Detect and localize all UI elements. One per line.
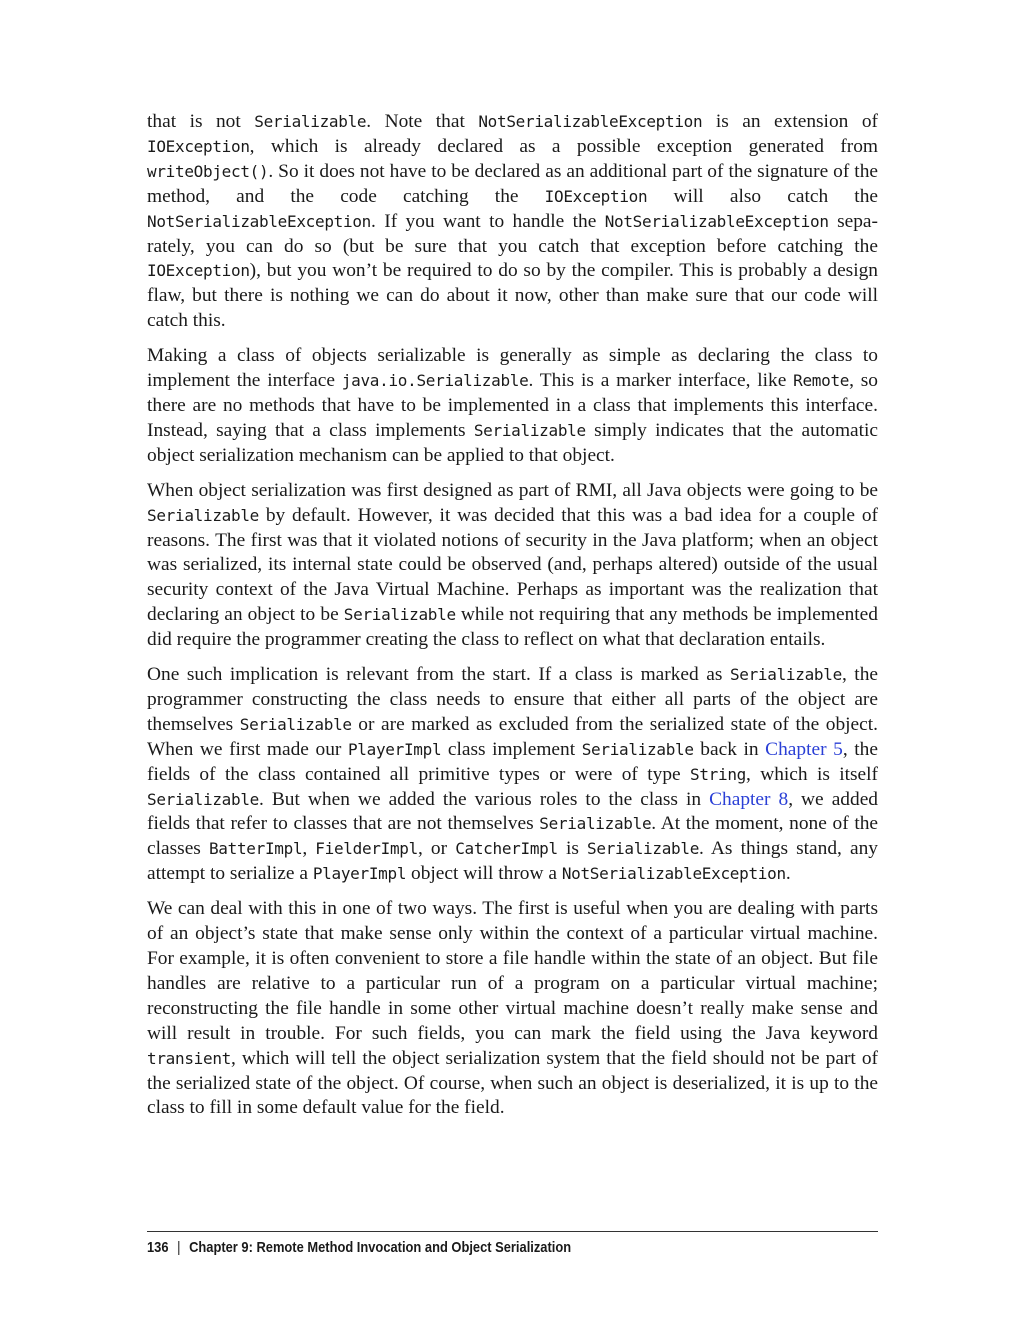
text-run: . But when we added the various roles to the class in: [259, 788, 710, 810]
inline-code: Serializable: [587, 839, 700, 859]
text-run: back in: [693, 738, 766, 760]
inline-code: IOException: [147, 136, 250, 156]
text-run: is: [557, 838, 588, 860]
inline-code: Serializable: [147, 505, 259, 525]
text-run: simply indicates that the automatic object serialization mechanism can be applied to that object.: [147, 419, 879, 466]
text-run: object will throw a: [406, 863, 562, 885]
chapter-cross-reference-link[interactable]: Chapter 8: [709, 788, 789, 810]
text-run: , we added fields that refer to classes that are not themselves: [147, 788, 878, 835]
text-run: , so there are no methods that have to be implemented in a class that implements this interface. Instead, saying that a class implements: [147, 370, 878, 441]
text-run: . This is a marker interface, like: [528, 370, 794, 392]
text-run: . As things stand, any attempt to serialize a: [147, 838, 878, 885]
page-footer: [147, 1239, 571, 1256]
text-run: class implement: [441, 738, 582, 760]
inline-code: NotSerializableException: [561, 864, 786, 884]
footer-separator: |: [177, 1239, 181, 1256]
inline-code: FielderImpl: [315, 839, 418, 859]
inline-code: String: [690, 764, 746, 784]
inline-code: NotSerializableException: [147, 211, 371, 231]
chapter-cross-reference-link[interactable]: Chapter 5: [765, 738, 843, 760]
inline-code: PlayerImpl: [312, 864, 407, 884]
text-run: , the fields of the class contained all primitive types or were of type: [147, 738, 878, 785]
inline-code: IOException: [544, 186, 648, 206]
inline-code: PlayerImpl: [347, 739, 442, 759]
inline-code: Serializable: [147, 789, 259, 809]
text-run: , which is itself: [746, 763, 878, 785]
inline-code: Serializable: [729, 665, 842, 685]
text-run: We can deal with this in one of two ways. The first is useful when you are dealing with parts of an object’s state that make sense only within the context of a particular virtual machine. For example, it is often convenient to store a file handle within the state of an object. But file handles are relative to a particular run of a program on a particular virtual machine; reconstructing the file handle in some other virtual machine doesn’t really make sense and will result in trouble. For such fields, you can mark the field using the Java keyword: [147, 898, 878, 1044]
text-run: .: [785, 863, 791, 885]
text-run: ), but you won’t be required to do so by the compiler. This is probably a design flaw, but there is nothing we can do about it now, other than make sure that our code will catch this.: [147, 260, 878, 332]
paragraph: [147, 897, 878, 1121]
inline-code: NotSerializableException: [604, 211, 829, 231]
paragraph: [147, 110, 878, 334]
page-body: [147, 110, 878, 1121]
text-run: One such implication is relevant from the start. If a class is marked as: [147, 664, 730, 686]
text-run: will also catch the: [647, 185, 878, 207]
paragraph: [147, 344, 878, 469]
text-run: by default. However, it was decided that this was a bad idea for a couple of reasons. The first was that it violated notions of security in the Java platform; when an object was serialized, its internal state could be observed (and, perhaps altered) outside of the usual security context of the Java Virtual Machine. Perhaps as important was the realization that declaring an object to be: [147, 504, 878, 626]
paragraph: [147, 479, 878, 653]
text-run: . Note that: [366, 111, 479, 132]
inline-code: BatterImpl: [208, 839, 303, 859]
text-run: , which will tell the object serialization system that the field should not be part of the serialized state of the object. Of course, when such an object is deserialized, it is up to the class to fill in some default value for the field.: [147, 1047, 878, 1119]
inline-code: Serializable: [254, 112, 367, 131]
text-run: . At the moment, none of the classes: [147, 813, 879, 860]
inline-code: Serializable: [539, 814, 652, 834]
inline-code: transient: [147, 1048, 231, 1068]
inline-code: Serializable: [343, 605, 456, 625]
inline-code: IOException: [147, 261, 250, 281]
text-run: , or: [417, 838, 456, 860]
inline-code: NotSerializableException: [478, 112, 703, 131]
text-run: . If you want to handle the: [371, 210, 605, 232]
inline-code: Serializable: [581, 739, 694, 759]
chapter-title: Chapter 9: Remote Method Invocation and Object Serialization: [189, 1239, 572, 1256]
text-run: When object serialization was first designed as part of RMI, all Java objects were going to be: [147, 479, 878, 501]
text-run: , the programmer constructing the class needs to ensure that either all parts of the object are themselves: [147, 664, 878, 735]
inline-code: Serializable: [473, 420, 586, 440]
text-run: or are marked as excluded from the serialized state of the object. When we first made our: [147, 713, 878, 760]
text-run: while not requiring that any methods be implemented did require the programmer creating the class to reflect on what that declaration entails.: [147, 604, 878, 651]
inline-code: writeObject(): [147, 161, 269, 181]
text-run: is an extension of: [702, 111, 878, 132]
text-run: , which is already declared as a possible exception generated from: [249, 135, 878, 157]
page-number: 136: [147, 1239, 169, 1256]
text-run: . So it does not have to be declared as an additional part of the signature of the method, and the code catching the: [147, 160, 878, 207]
inline-code: java.io.Serializable: [341, 371, 529, 391]
footer-divider: [147, 1231, 878, 1232]
text-run: Making a class of objects serializable is generally as simple as declaring the class to implement the interface: [147, 345, 878, 392]
inline-code: Remote: [793, 371, 850, 391]
text-run: separately, you can do so (but be sure that you catch that exception before catching the: [147, 210, 878, 257]
inline-code: CatcherImpl: [455, 839, 558, 859]
text-run: ,: [302, 838, 316, 860]
inline-code: Serializable: [239, 714, 352, 734]
text-run: that is not: [147, 111, 255, 132]
paragraph: [147, 663, 878, 887]
